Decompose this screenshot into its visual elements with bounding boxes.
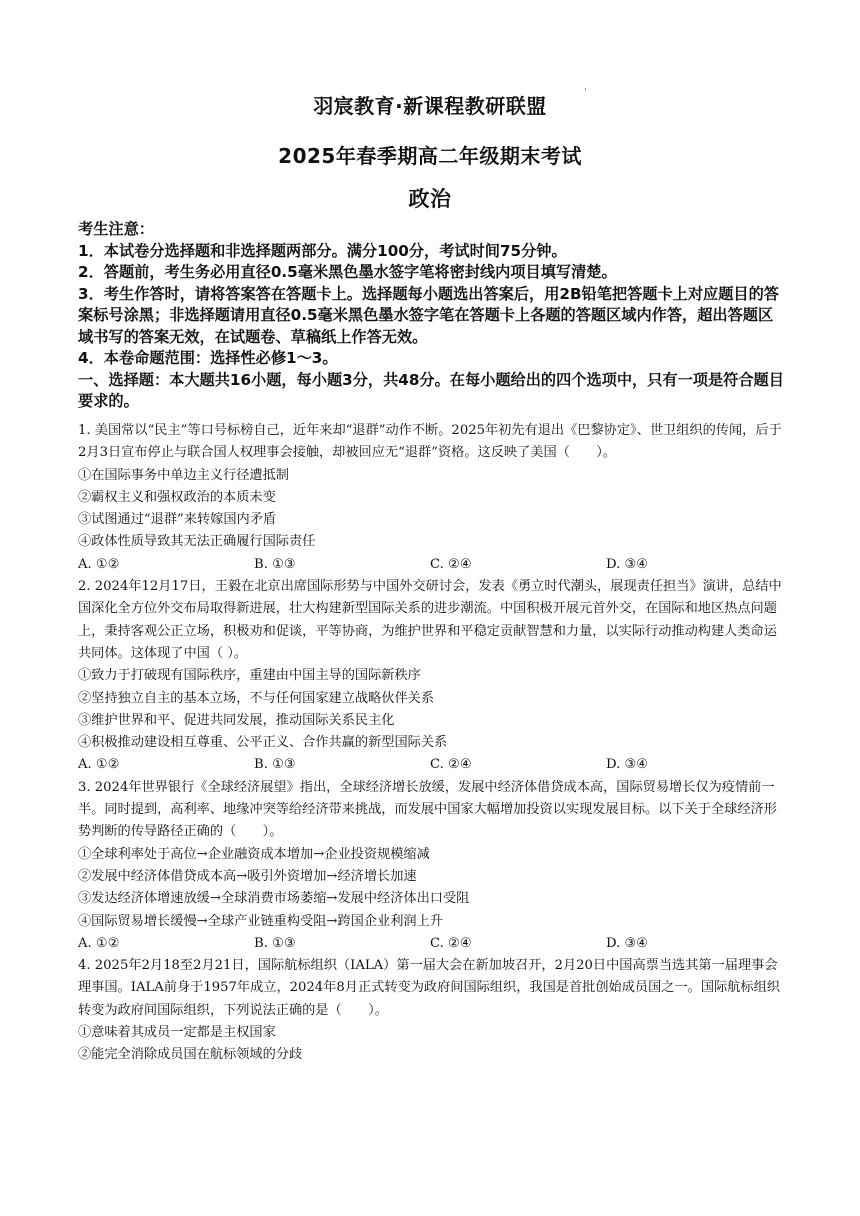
- option-a: A. ①②: [78, 935, 120, 951]
- option-c: C. ②④: [430, 757, 472, 773]
- section-heading: 一、选择题：本大题共16小题，每小题3分，共48分。在每小题给出的四个选项中，只有一项是符合题目要求的。: [78, 370, 784, 410]
- question-stem: 1. 美国常以“民主”等口号标榜自己，近年来却“退群”动作不断。2025年初先有退出《巴黎协定》、世卫组织的传闻，后于2月3日宣布停止与联合国人权理事会接触，却被回应无“退群”资格。这反映了美国（ ）。: [78, 423, 782, 461]
- question-stem: 4. 2025年2月18至2月21日，国际航标组织（IALA）第一届大会在新加坡召开，2月20日中国高票当选其第一届理事会理事国。IALA前身于1957年成立，2024年8月正式转变为政府间国际组织，我国是首批创始成员国之一。国际航标组织转变为政府间国际组织，下列说法正确的是（ ）。: [78, 958, 780, 1018]
- questions-block: [78, 420, 788, 1067]
- question-item: ②能完全消除成员国在航标领域的分歧: [78, 1047, 303, 1063]
- question-item: ④国际贸易增长缓慢→全球产业链重构受阻→跨国企业利润上升: [78, 913, 443, 929]
- question-item: ①全球利率处于高位→企业融资成本增加→企业投资规模缩减: [78, 846, 430, 862]
- option-b: B. ①③: [254, 935, 296, 951]
- question-2: [78, 576, 788, 777]
- notice-item: 4．本卷命题范围：选择性必修1～3。: [78, 349, 338, 367]
- question-item: ①在国际事务中单边主义行径遭抵制: [78, 467, 289, 483]
- question-item: ①意味着其成员一定都是主权国家: [78, 1025, 276, 1041]
- notice-item: 3．考生作答时，请将答案答在答题卡上。选择题每小题选出答案后，用2B铅笔把答题卡上对应题目的答案标号涂黑；非选择题请用直径0.5毫米黑色墨水签字笔在答题卡上各题的答题区域内作答，超出答题区域书写的答案无效，在试题卷、草稿纸上作答无效。: [78, 284, 779, 346]
- notice-item: 1．本试卷分选择题和非选择题两部分。满分100分，考试时间75分钟。: [78, 241, 567, 260]
- question-stem: 3. 2024年世界银行《全球经济展望》指出，全球经济增长放缓，发展中经济体借贷成本高，国际贸易增长仅为疫情前一半。同时提到，高利率、地缘冲突等给经济带来挑战，而发展中国家大幅增加投资以实现发展目标。以下关于全球经济形势判断的传导路径正确的（ ）。: [78, 779, 777, 840]
- option-b: B. ①③: [254, 556, 296, 572]
- question-3: [78, 777, 788, 955]
- option-d: D. ③④: [606, 556, 649, 572]
- question-item: ②坚持独立自主的基本立场，不与任何国家建立战略伙伴关系: [78, 690, 435, 706]
- notice-heading: 考生注意：: [78, 220, 154, 238]
- question-item: ②霸权主义和强权政治的本质未变: [78, 489, 276, 505]
- answer-options: [78, 754, 788, 776]
- option-d: D. ③④: [606, 757, 649, 773]
- notice-item: 2．答题前，考生务必用直径0.5毫米黑色墨水签字笔将密封线内项目填写清楚。: [78, 263, 617, 281]
- subject-title: 政治: [408, 187, 452, 211]
- alliance-title: 羽宸教育·新课程教研联盟: [313, 94, 547, 118]
- exam-title: 2025年春季期高二年级期末考试: [278, 144, 582, 168]
- notice-block: [78, 219, 788, 413]
- option-b: B. ①③: [254, 757, 296, 773]
- decorative-mark: ˈ: [584, 88, 587, 99]
- option-c: C. ②④: [430, 935, 472, 951]
- question-item: ②发展中经济体借贷成本高→吸引外资增加→经济增长加速: [78, 868, 417, 884]
- question-item: ③试图通过“退群”来转嫁国内矛盾: [78, 512, 277, 528]
- question-item: ④积极推动建设相互尊重、公平正义、合作共赢的新型国际关系: [78, 735, 448, 751]
- option-d: D. ③④: [606, 935, 649, 951]
- answer-options: [78, 554, 788, 576]
- question-stem: 2. 2024年12月17日，王毅在北京出席国际形势与中国外交研讨会，发表《勇立时代潮头，展现责任担当》演讲，总结中国深化全方位外交布局取得新进展，壮大构建新型国际关系的进步潮流。中国积极开展元首外交，在国际和地区热点问题上，秉持客观公正立场，积极劝和促谈，平等协商，为维护世界和平稳定贡献智慧和力量，以实际行动推动构建人类命运共同体。这体现了中国（ ）。: [78, 579, 782, 661]
- question-4: [78, 955, 788, 1066]
- question-item: ④政体性质导致其无法正确履行国际责任: [78, 534, 316, 550]
- question-item: ③维护世界和平、促进共同发展，推动国际关系民主化: [78, 712, 395, 728]
- option-a: A. ①②: [78, 757, 120, 773]
- option-a: A. ①②: [78, 556, 120, 572]
- answer-options: [78, 933, 788, 955]
- question-item: ③发达经济体增速放缓→全球消费市场萎缩→发展中经济体出口受阻: [78, 891, 470, 907]
- option-c: C. ②④: [430, 556, 472, 572]
- question-item: ①致力于打破现有国际秩序，重建由中国主导的国际新秩序: [78, 668, 421, 684]
- question-1: [78, 420, 788, 576]
